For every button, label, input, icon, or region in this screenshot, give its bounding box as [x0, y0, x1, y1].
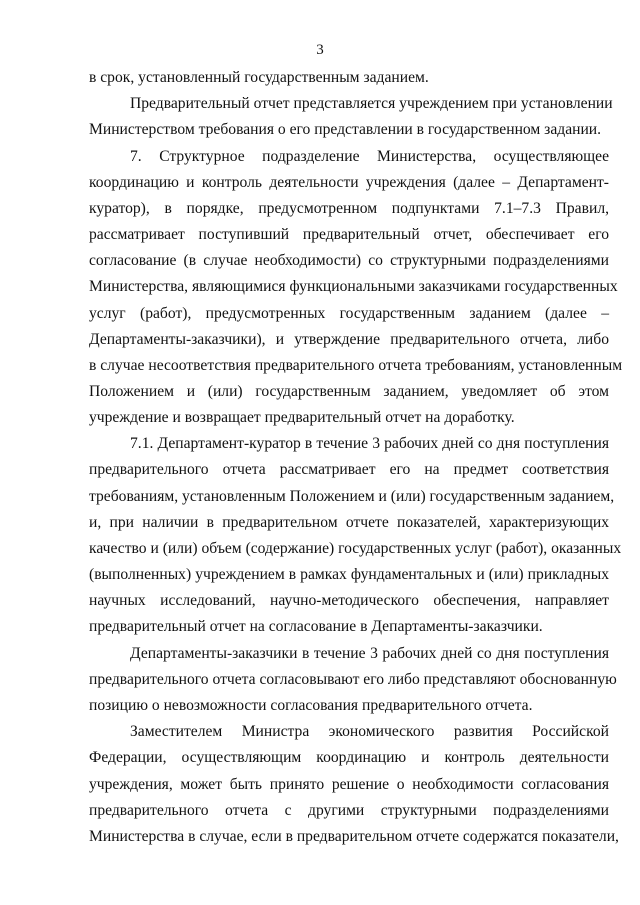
- paragraph-first-line: Предварительный отчет представляется учреждением при установлении: [130, 95, 613, 112]
- text-line: Положением и (или) государственным заданием, уведомляет об этом: [89, 383, 609, 400]
- text-line: Министерством требования о его представлении в государственном задании.: [89, 121, 602, 138]
- text-line: качество и (или) объем (содержание) государственных услуг (работ), оказанных: [89, 540, 622, 557]
- text-line: требованиям, установленным Положением и (или) государственным заданием,: [89, 488, 615, 505]
- text-line: в случае несоответствия предварительного отчета требованиям, установленным: [89, 357, 623, 374]
- paragraph-first-line: 7. Структурное подразделение Министерства, осуществляющее: [130, 148, 609, 165]
- paragraph-first-line: 7.1. Департамент-куратор в течение 3 рабочих дней со дня поступления: [130, 435, 609, 452]
- text-line: координацию и контроль деятельности учреждения (далее – Департамент-: [89, 174, 609, 191]
- text-line: предварительного отчета с другими структурными подразделениями: [89, 802, 609, 819]
- text-line: позицию о невозможности согласования предварительного отчета.: [89, 697, 533, 714]
- text-line: научных исследований, научно-методического обеспечения, направляет: [89, 592, 609, 609]
- page-number: 3: [316, 42, 324, 58]
- paragraph-first-line: Заместителем Министра экономического развития Российской: [130, 723, 609, 740]
- paragraph-first-line: Департаменты-заказчики в течение 3 рабочих дней со дня поступления: [130, 645, 609, 662]
- text-line: учреждение и возвращает предварительный отчет на доработку.: [89, 409, 515, 426]
- text-line: и, при наличии в предварительном отчете показателей, характеризующих: [89, 514, 609, 531]
- text-line: предварительного отчета согласовывают его либо представляют обоснованную: [89, 671, 617, 688]
- text-line: (выполненных) учреждением в рамках фундаментальных и (или) прикладных: [89, 566, 609, 583]
- text-line: Министерства, являющимися функциональными заказчиками государственных: [89, 278, 618, 295]
- text-line: услуг (работ), предусмотренных государственным заданием (далее –: [89, 305, 609, 322]
- text-line: согласование (в случае необходимости) со структурными подразделениями: [89, 252, 609, 269]
- text-line: рассматривает поступивший предварительный отчет, обеспечивает его: [89, 226, 609, 243]
- text-line: предварительный отчет на согласование в Департаменты-заказчики.: [89, 618, 543, 635]
- text-line: Федерации, осуществляющим координацию и контроль деятельности: [89, 749, 609, 766]
- text-line: предварительного отчета рассматривает его на предмет соответствия: [89, 461, 609, 478]
- text-line: Министерства в случае, если в предварительном отчете содержатся показатели,: [89, 828, 619, 845]
- text-line: куратор), в порядке, предусмотренном подпунктами 7.1–7.3 Правил,: [89, 200, 609, 217]
- text-line: Департаменты-заказчики), и утверждение предварительного отчета, либо: [89, 331, 609, 348]
- text-line: в срок, установленный государственным заданием.: [89, 69, 429, 86]
- text-line: учреждения, может быть принято решение о необходимости согласования: [89, 776, 609, 793]
